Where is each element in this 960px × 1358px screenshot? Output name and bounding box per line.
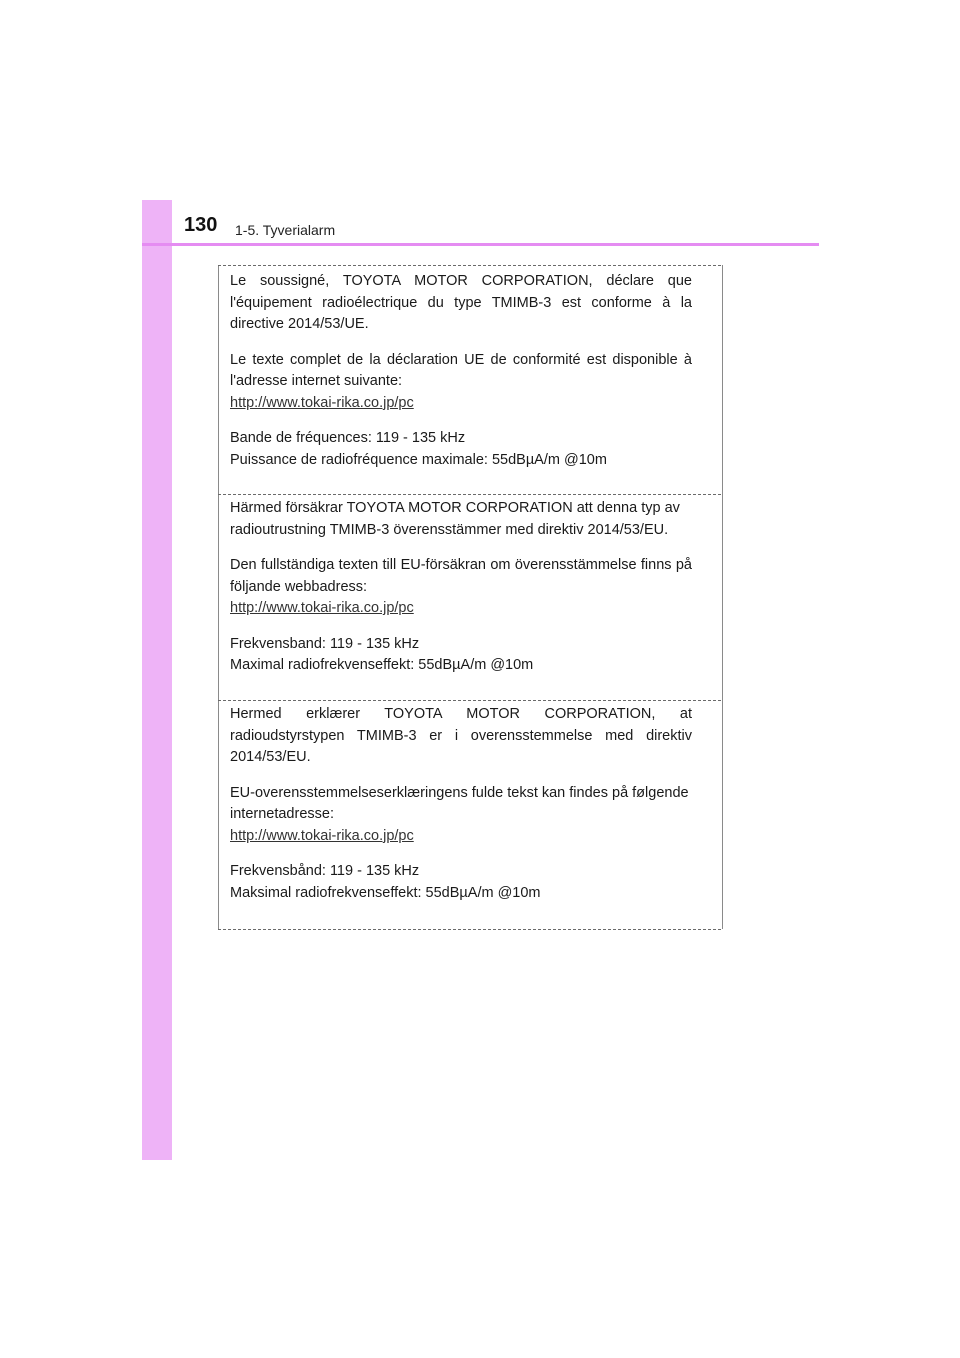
declaration-french [230,271,692,485]
side-color-band [142,200,172,1160]
fulltext-text: Den fullständiga texten till EU-försäkran om överensstämmelse finns på följande webbadress: [230,557,692,595]
declaration-link[interactable]: http://www.tokai-rika.co.jp/pc [230,600,414,616]
section-title: 1-5. Tyverialarm [235,222,336,238]
dashed-divider [218,700,721,701]
declaration-text: Le soussigné, TOYOTA MOTOR CORPORATION, déclare que l'équipement radioélectrique du type TMIMB-3 est conforme à la directive 2014/53/UE. [230,273,692,332]
fulltext-notice [230,783,692,848]
max-power: Maximal radiofrekvenseffekt: 55dBµA/m @10m [230,657,534,673]
dashed-divider [218,265,721,266]
declaration-link[interactable]: http://www.tokai-rika.co.jp/pc [230,827,414,844]
fulltext-notice [230,350,692,415]
frequency-band: Frekvensbånd: 119 - 135 kHz [230,863,420,879]
dashed-divider [218,929,721,930]
declaration-danish [230,704,692,918]
radio-specs [230,861,692,904]
max-power: Puissance de radiofréquence maximale: 55dBµA/m @10m [230,451,607,468]
fulltext-text: Le texte complet de la déclaration UE de conformité est disponible à l'adresse internet suivante: [230,351,692,389]
fulltext-text: EU-overensstemmelseserklæringens fulde tekst kan findes på følgende internetadresse: [230,784,689,822]
header-rule [142,243,819,246]
radio-specs [230,634,692,677]
declaration-text: Härmed försäkrar TOYOTA MOTOR CORPORATION att denna typ av radioutrustning TMIMB-3 överensstämmer med direktiv 2014/53/EU. [230,500,680,538]
declaration-swedish [230,498,692,691]
max-power: Maksimal radiofrekvenseffekt: 55dBµA/m @10m [230,884,541,901]
radio-specs [230,428,692,471]
page-number: 130 [184,214,218,236]
dashed-divider [218,494,721,495]
declaration-text: Hermed erklærer TOYOTA MOTOR CORPORATION, at radioudstyrstypen TMIMB-3 er i overensstemmelse med direktiv 2014/53/EU. [230,706,692,765]
frequency-band: Frekvensband: 119 - 135 kHz [230,635,420,652]
frequency-band: Bande de fréquences: 119 - 135 kHz [230,430,466,446]
fulltext-notice [230,555,692,620]
declaration-link[interactable]: http://www.tokai-rika.co.jp/pc [230,394,414,411]
